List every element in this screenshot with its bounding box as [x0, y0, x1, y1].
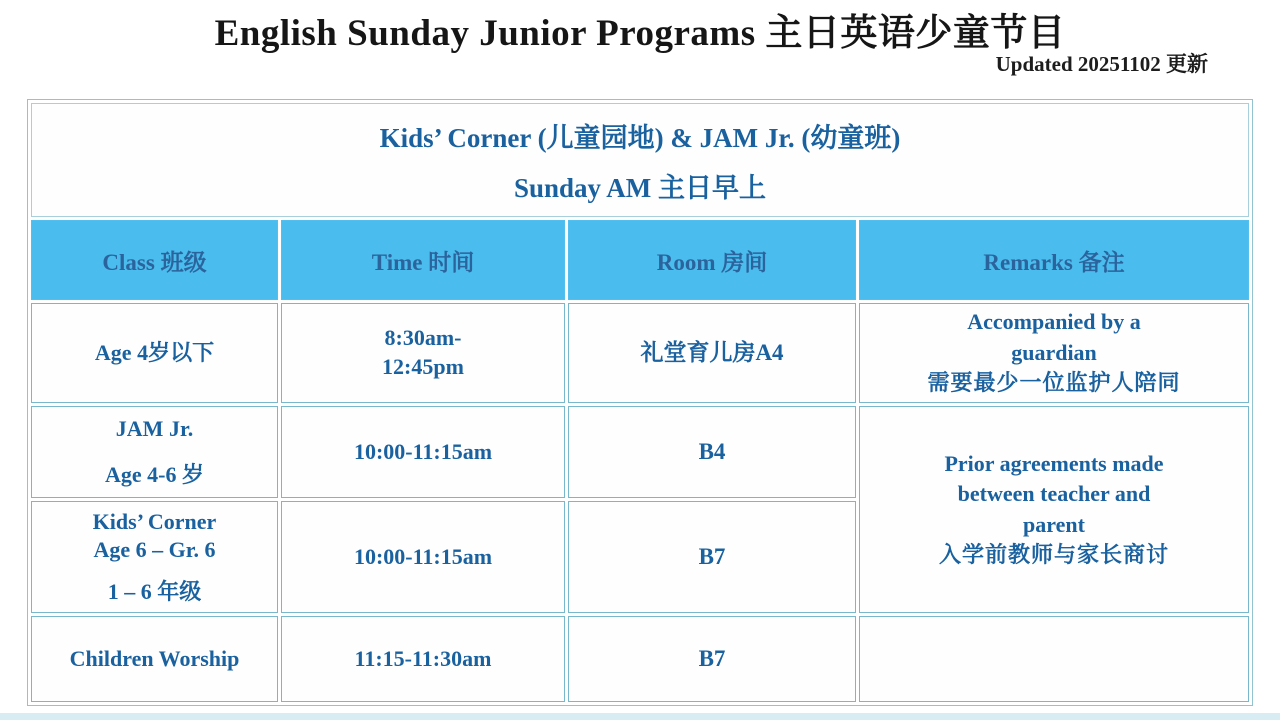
class-line: Age 6 – Gr. 6 — [93, 537, 216, 563]
table-row-children-worship — [31, 616, 1249, 702]
remarks-line: parent — [1023, 511, 1085, 537]
updated-note: Updated 20251102 更新 — [995, 52, 1208, 76]
class-line: JAM Jr. — [115, 415, 194, 441]
room-cell: B7 — [568, 501, 856, 613]
class-cell — [31, 501, 278, 613]
next-section-strip — [0, 713, 1280, 720]
room-cell: 礼堂育儿房A4 — [568, 303, 856, 403]
schedule-table — [28, 100, 1252, 705]
time-line: 8:30am- — [384, 325, 462, 351]
time-cell: 10:00-11:15am — [281, 406, 565, 498]
remarks-cell-spanned — [859, 406, 1249, 613]
col-header-class: Class 班级 — [31, 220, 278, 300]
remarks-line: 需要最少一位监护人陪同 — [927, 370, 1181, 396]
schedule-table-wrap — [27, 99, 1253, 706]
remarks-line: between teacher and — [957, 481, 1151, 507]
time-line: 12:45pm — [382, 354, 464, 379]
class-cell: Children Worship — [31, 616, 278, 702]
class-line: Kids’ Corner — [92, 508, 217, 534]
room-cell: B4 — [568, 406, 856, 498]
column-header-row — [31, 220, 1249, 300]
section-title-line2: Sunday AM 主日早上 — [513, 172, 767, 203]
col-header-room: Room 房间 — [568, 220, 856, 300]
remarks-cell-empty — [859, 616, 1249, 702]
class-cell — [31, 406, 278, 498]
remarks-line: 入学前教师与家长商讨 — [938, 541, 1169, 567]
section-title-row — [31, 103, 1249, 217]
col-header-time: Time 时间 — [281, 220, 565, 300]
remarks-line: guardian — [1011, 339, 1097, 365]
table-row-age4 — [31, 303, 1249, 403]
time-cell: 11:15-11:30am — [281, 616, 565, 702]
class-line: 1 – 6 年级 — [107, 578, 202, 604]
remarks-line: Prior agreements made — [944, 450, 1164, 476]
page-title: English Sunday Junior Programs 主日英语少童节目 — [214, 13, 1066, 54]
remarks-line: Accompanied by a — [967, 309, 1141, 335]
table-row-jam-jr — [31, 406, 1249, 498]
time-cell: 10:00-11:15am — [281, 501, 565, 613]
section-title-cell — [31, 103, 1249, 217]
class-cell — [31, 303, 278, 403]
time-cell — [281, 303, 565, 403]
class-line: Age 4岁以下 — [94, 339, 215, 365]
col-header-remarks: Remarks 备注 — [859, 220, 1249, 300]
class-line: Age 4-6 岁 — [105, 461, 204, 487]
room-cell: B7 — [568, 616, 856, 702]
remarks-cell — [859, 303, 1249, 403]
section-title-line1: Kids’ Corner (儿童园地) & JAM Jr. (幼童班) — [379, 122, 901, 153]
